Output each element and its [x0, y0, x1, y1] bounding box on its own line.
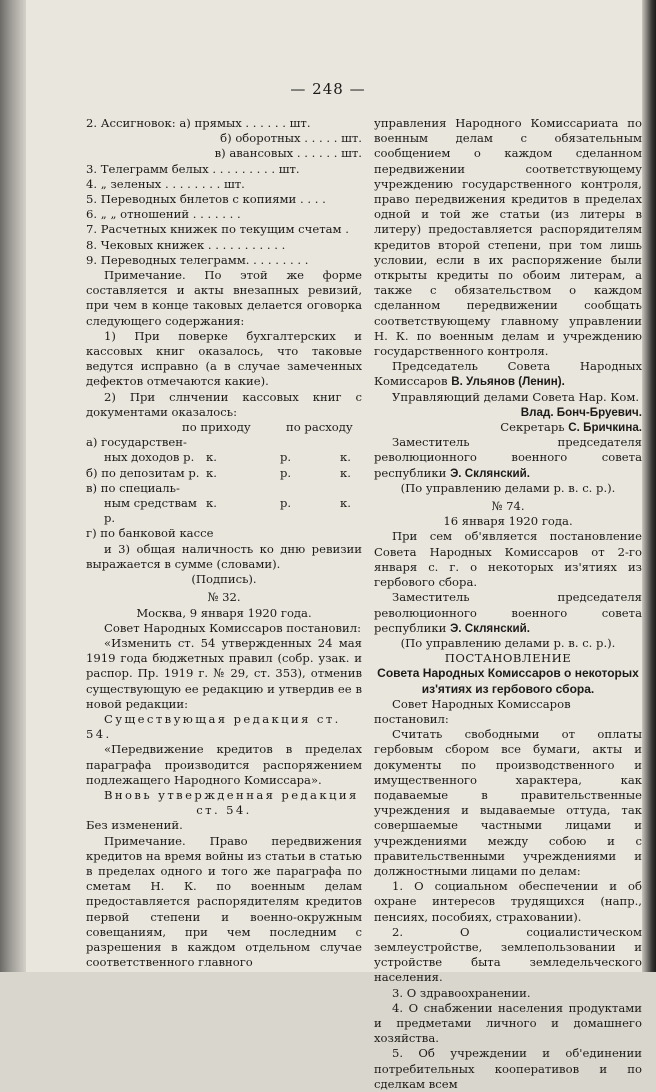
decree-text: Считать свободными от оплаты гербовым сбором все бумаги, акты и документы по производственного и имущественного характера, как подаваемые в правительственные учреждения и выдаваемые оттуда, так совершаемые частными лицами и учреждениями между собою и с правительственными учреждениями и должностными лицами по делам:	[374, 727, 642, 878]
list-line: 8. Чековых книжек . . . . . . . . . . .	[86, 237, 286, 252]
table-row: в) по специаль-	[86, 480, 180, 495]
deputy-line: Заместитель председателя революционного военного совета республики Э. Склянский.	[374, 590, 642, 635]
table-header	[86, 420, 362, 435]
decree-heading: ПОСТАНОВЛЕНИЕ	[444, 651, 572, 666]
no-change: Без изменений.	[86, 818, 183, 833]
doc-number: № 32.	[207, 590, 241, 605]
header-expense: по расходу	[286, 420, 353, 435]
note-paragraph: Примечание. Право передвижения кредитов на время войны из статьи в статью в пределах одного и того же параграфа по сметам Н. К. по военным делам предоставляется распорядителям кредитов первой степени и военно-окружным совещаниям, при чем последним с разрешения в каждом отдельном случае соответственного главного	[86, 833, 362, 970]
doc-text: «Изменить ст. 54 утвержденных 24 мая 1919 года бюджетных правил (собр. узак. и распор. Пр. 1919 г. № 29, ст. 353), отменив существующую ее редакцию и утвердив ее в новой редакции:	[86, 635, 362, 711]
table-row: а) государствен-	[86, 435, 187, 450]
list-line: 9. Переводных телеграмм. . . . . . . . .	[86, 252, 309, 267]
list-line: 2. Ассигновок: а) прямых . . . . . . шт.	[86, 116, 311, 130]
doc-intro: Совет Народных Комиссаров постановил:	[104, 620, 362, 635]
deputy-line: Заместитель председателя революционного военного совета республики Э. Склянский.	[374, 435, 642, 480]
section-heading: ст. 54.	[196, 803, 252, 818]
table-row: г) по банковой кассе	[86, 526, 214, 541]
signature: (Подпись).	[191, 572, 257, 587]
doc-text: При сем об'является постановление Совета Народных Комиссаров от 2-го января с. г. о некоторых из'ятиях из гербового сбора.	[374, 529, 642, 590]
point-1: 1) При поверке бухгалтерских и кассовых книг оказалось, что таковые ведутся исправно (а в случае замеченных дефектов отмечаются какие).	[86, 328, 362, 389]
point-3: и 3) общая наличность ко дню ревизии выражается в сумме (словами).	[86, 541, 362, 571]
page-edge-shadow	[642, 0, 656, 972]
deputy-name: Э. Склянский.	[450, 621, 530, 635]
book-spine-shadow	[0, 0, 26, 972]
list-line: 5. Переводных бнлетов с копиями . . . .	[86, 192, 326, 207]
list-line: б) оборотных . . . . . шт.	[220, 131, 362, 146]
list-line: 4. „ зеленых . . . . . . . . шт.	[86, 176, 245, 191]
note-paragraph: Примечание. По этой же форме составляется и акты внезапных ревизий, при чем в конце таковых делается оговорка следующего содержания:	[86, 268, 362, 328]
chair-label: Председатель Совета Народных Комиссаров	[374, 359, 642, 389]
list-line: 7. Расчетных книжек по текущим счетам .	[86, 222, 349, 237]
list-item: 1. О социальном обеспечении и об охране интересов трудящихся (напр., пенсиях, пособиях, страховании).	[374, 879, 642, 924]
list-item: 5. Об учреждении и об'единении потребительных кооперативов и по сделкам всем	[374, 1046, 642, 1091]
continuation-text: управления Народного Комиссариата по военным делам с обязательным сообщением о каждом сделанном передвижении соответствующему учреждению государственного контроля, право передвижения кредитов в пределах одной и той же статьи (из литеры в литеру) предоставляется распорядителям кредитов второй степени, при том лишь условии, если в их распоряжение были открыты кредиты по обоим литерам, а также с обязательством о каждом сделанном передвижении сообщать соответствующему главному управлении Н. К. по военным делам и учреждению государственного контроля.	[374, 116, 642, 359]
existing-text: «Передвижение кредитов в пределах параграфа производится распоряжением подлежащего Народного Комиссара».	[86, 742, 362, 787]
table-row: ных доходов р. к. р. к.	[104, 450, 351, 465]
doc-place-date: Москва, 9 января 1920 года.	[136, 605, 312, 620]
secretary-line: Секретарь С. Бричкина.	[500, 420, 642, 435]
right-column	[374, 116, 642, 1092]
list-line: 6. „ „ отношений . . . . . . .	[86, 207, 241, 222]
deputy-name: Э. Склянский.	[450, 466, 530, 480]
decree-intro: Совет Народных Комиссаров постановил:	[374, 696, 571, 726]
doc-number: № 74.	[491, 499, 525, 514]
left-column	[86, 116, 362, 970]
page-number: — 248 —	[290, 80, 366, 98]
list-item: 4. О снабжении населения продуктами и предметами личного и домашнего хозяйства.	[374, 1000, 642, 1046]
list-item: 2. О социалистическом землеустройстве, землепользовании и устройстве быта земледельческого населения.	[374, 924, 642, 985]
point-2: 2) При слнчении кассовых книг с документами оказалось:	[86, 389, 362, 419]
chair-name: В. Ульянов (Ленин).	[451, 375, 565, 389]
decree-subheading: Совета Народных Комиссаров о некоторых из'ятиях из гербового сбора.	[377, 666, 639, 696]
manager-label: Управляющий делами Совета Нар. Ком.	[392, 389, 640, 404]
list-item: 3. О здравоохранении.	[392, 985, 531, 1000]
section-heading: Существующая редакция ст. 54.	[86, 711, 341, 742]
source-note: (По управлению делами р. в. с. р.).	[400, 635, 616, 650]
section-heading: Вновь утвержденная редакция	[104, 787, 359, 802]
signature-block	[374, 359, 642, 389]
secretary-name: С. Бричкина.	[568, 421, 642, 435]
list-line: в) авансовых . . . . . . шт.	[214, 146, 362, 161]
header-income: по приходу	[182, 420, 251, 435]
source-note: (По управлению делами р. в. с. р.).	[400, 480, 616, 495]
doc-date: 16 января 1920 года.	[443, 514, 573, 529]
manager-name: Влад. Бонч-Бруевич.	[520, 405, 642, 419]
list-line: 3. Телеграмм белых . . . . . . . . . шт.	[86, 161, 300, 176]
table-row: ным средствам р. к. р. к.	[104, 496, 351, 526]
table-row: б) по депозитам р. к. р. к.	[86, 465, 351, 480]
